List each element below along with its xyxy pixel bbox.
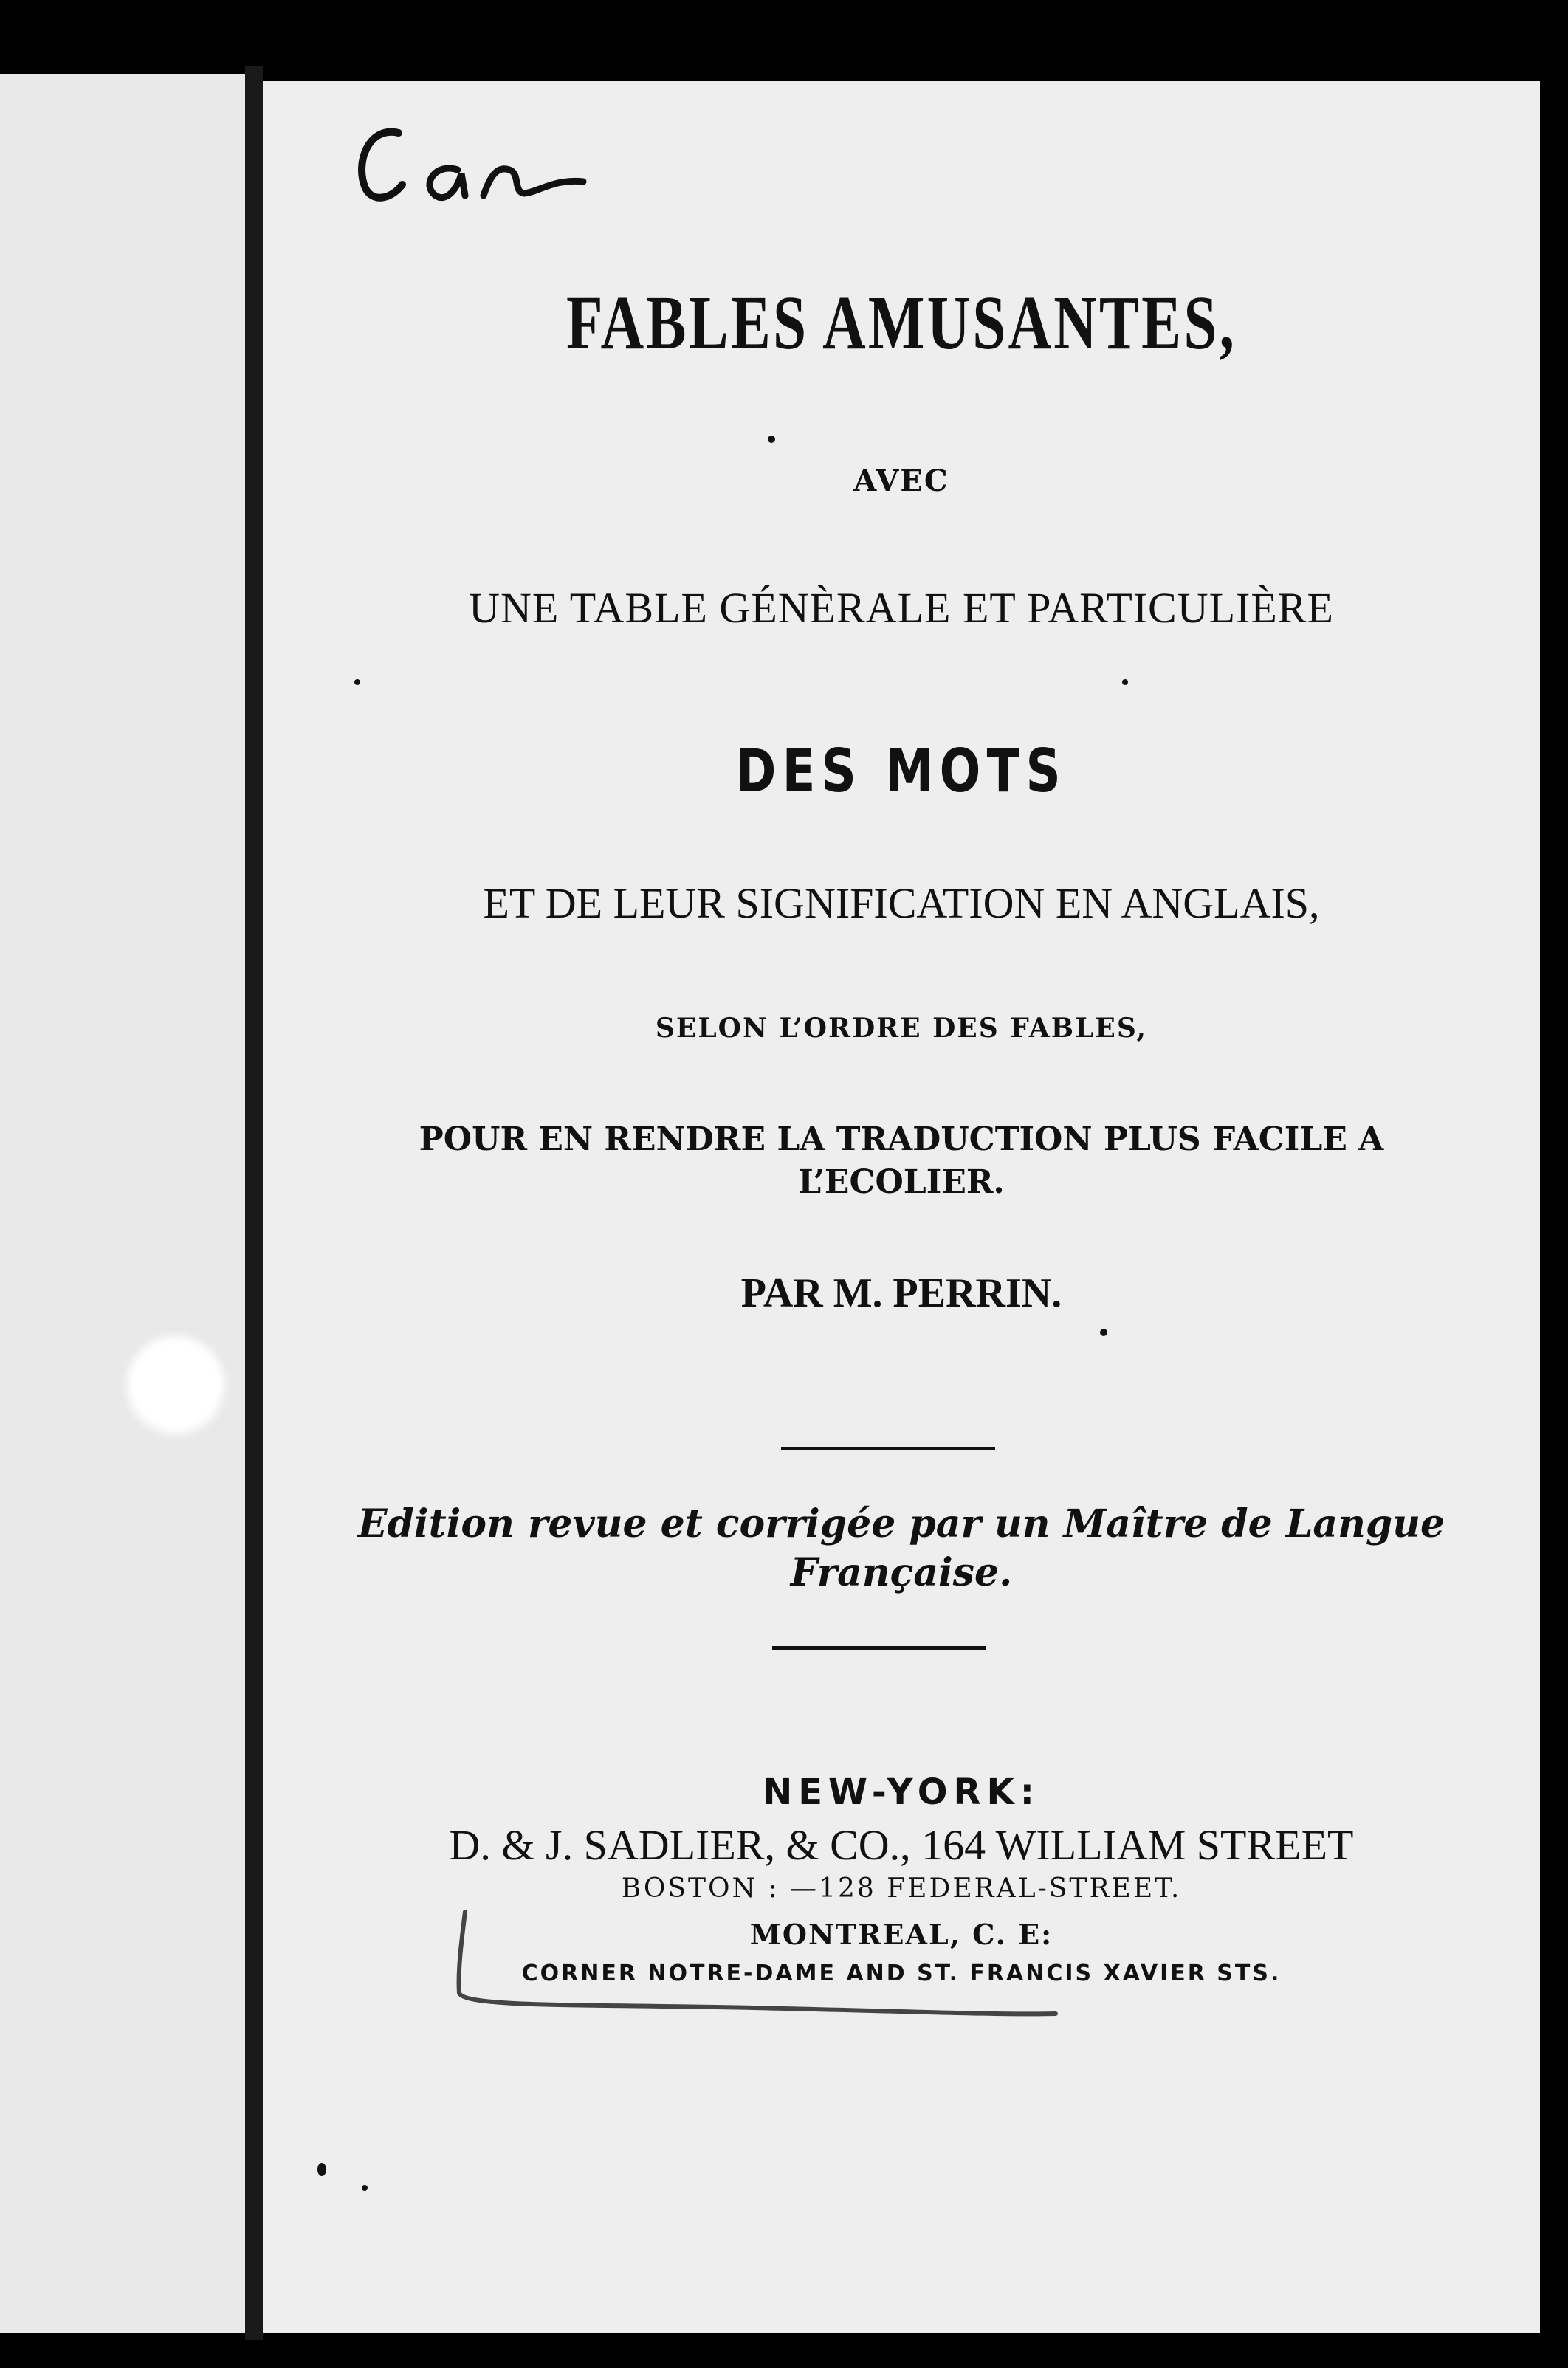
subtitle-des-mots: DES MOTS — [735, 737, 1067, 805]
ink-speck — [768, 436, 775, 443]
publisher-boston: BOSTON : —128 FEDERAL-STREET. — [621, 1873, 1182, 1904]
ink-speck — [1122, 679, 1128, 685]
subtitle-table: UNE TABLE GÉNÈRALE ET PARTICULIÈRE — [469, 584, 1334, 632]
subtitle-pour: POUR EN RENDRE LA TRADUCTION PLUS FACILE A — [419, 1121, 1384, 1158]
edition-note-continued: Française. — [790, 1550, 1013, 1595]
publisher-city: NEW-YORK: — [763, 1772, 1040, 1813]
ink-speck — [1100, 1329, 1107, 1336]
paper-blemish — [127, 1336, 224, 1433]
publisher-corner: CORNER NOTRE-DAME AND ST. FRANCIS XAVIER STS. — [521, 1961, 1282, 1986]
author-line: PAR M. PERRIN. — [740, 1270, 1062, 1316]
subtitle-avec: AVEC — [853, 464, 949, 498]
subtitle-signification: ET DE LEUR SIGNIFICATION EN ANGLAIS, — [483, 879, 1320, 927]
publisher-montreal: MONTREAL, C. E: — [749, 1918, 1053, 1951]
facing-page-edge — [0, 74, 251, 2333]
handwritten-note — [347, 111, 598, 221]
book-gutter — [245, 66, 263, 2340]
publisher-name: D. & J. SADLIER, & CO., 164 WILLIAM STREET — [449, 1821, 1354, 1869]
ink-speck — [317, 2163, 326, 2176]
ink-speck — [362, 2185, 368, 2191]
edition-note: Edition revue et corrigée par un Maître de Langue — [357, 1501, 1445, 1546]
divider-rule — [772, 1646, 986, 1650]
ink-speck — [354, 679, 360, 685]
divider-rule — [781, 1447, 995, 1450]
subtitle-selon: SELON L’ORDRE DES FABLES, — [655, 1013, 1148, 1044]
book-title: FABLES AMUSANTES, — [565, 280, 1237, 365]
subtitle-ecolier: L’ECOLIER. — [798, 1163, 1005, 1201]
